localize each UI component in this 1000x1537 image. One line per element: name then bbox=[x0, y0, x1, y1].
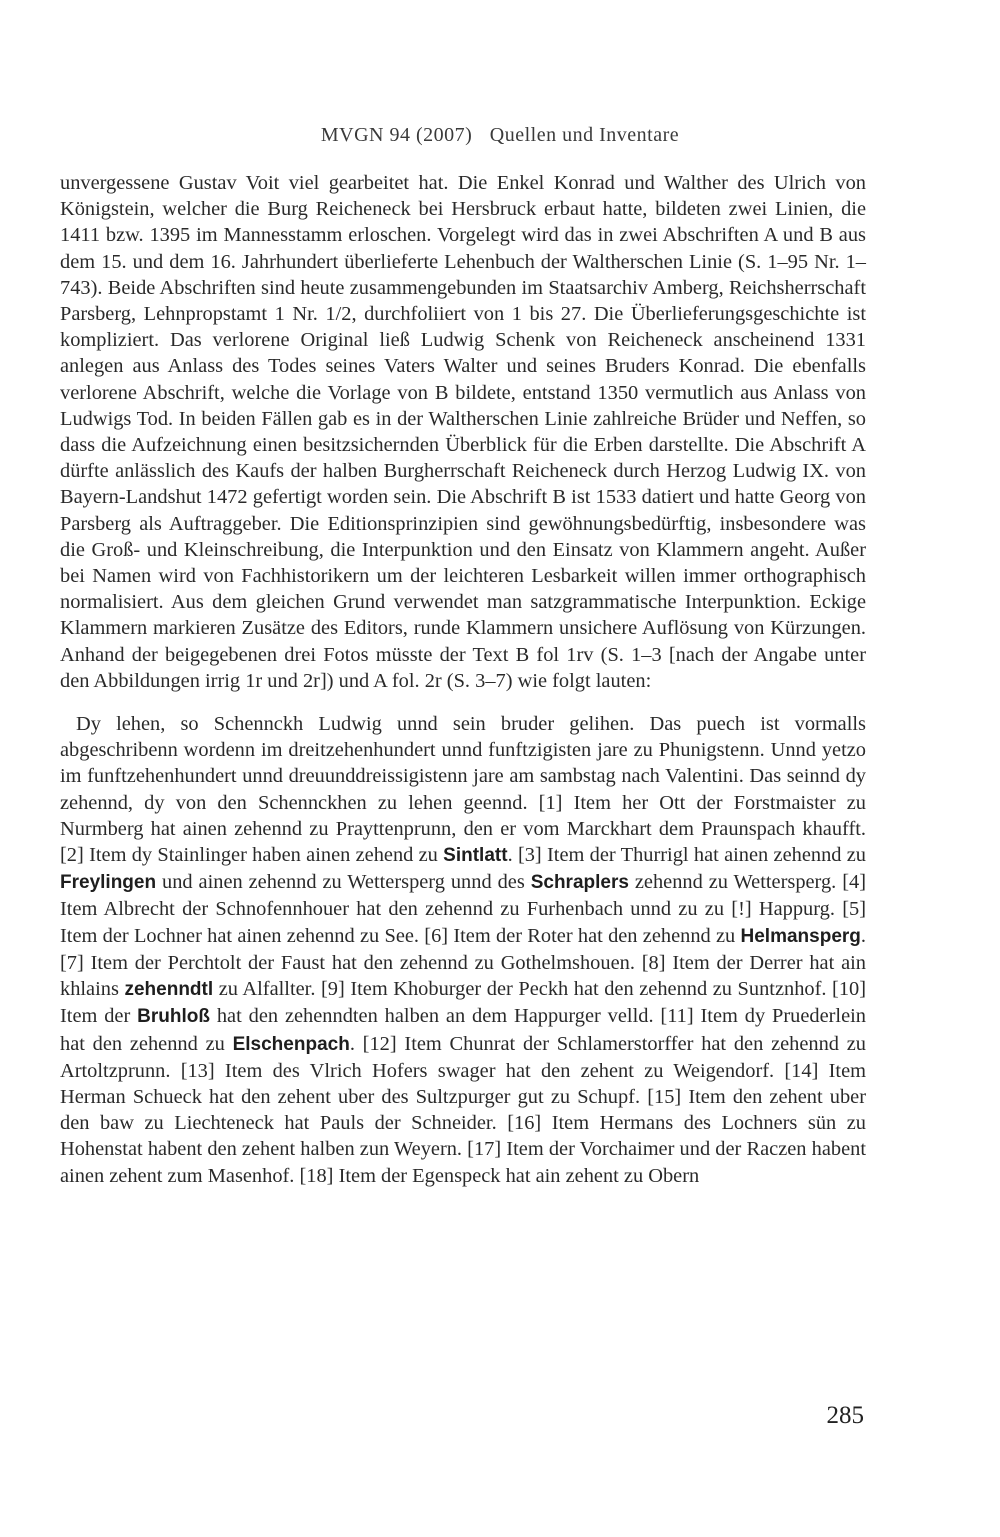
source-edition-paragraph bbox=[60, 711, 866, 1189]
section-title: Quellen und Inventare bbox=[489, 124, 680, 146]
body-text bbox=[60, 170, 866, 1189]
place-name-highlight: Elschenpach bbox=[232, 1033, 350, 1055]
text-run: zehennd zu Wettersperg. [4] Item Albrecht der Schnofennhouer hat den zehennd zu Furhenbach unnd zu zu [!] Happurg. [5] Item der Lochner hat ainen zehennd zu See. [6] Item der Roter hat den zehennd zu bbox=[60, 871, 866, 947]
text-run: zu Alfallter. [9] Item Khoburger der Peckh hat den zehennd zu Suntznhof. [10] Item der bbox=[60, 978, 867, 1028]
text-run: Dy lehen, so Schennckh Ludwig unnd sein bruder gelihen. Das puech ist vormalls abgeschribenn wordenn im dreitzehenhundert unnd funftzigisten jare zu Phunigstenn. Unnd yetzo im funftzehenhundert unnd dreuunddreissigistenn jare am sambstag nach Valentini. Das seinnd dy zehennd, dy von den Schennckhen zu lehen geennd. [1] Item her Ott der Forstmaister zu Nurmberg hat ainen zehennd zu Prayttenprunn, den er vom Marckhart dem Praunspach khaufft. [2] Item dy Stainlinger haben ainen zehend zu bbox=[60, 713, 866, 867]
text-run: hat den zehenndten halben an dem Happurger velld. [11] Item dy Pruederlein hat den zehennd zu bbox=[60, 1005, 866, 1055]
journal-reference: MVGN 94 (2007) bbox=[320, 124, 473, 146]
text-run: und ainen zehennd zu Wettersperg unnd des bbox=[156, 871, 531, 894]
place-name-highlight: zehenndtl bbox=[124, 979, 214, 1001]
place-name-highlight: Helmansperg bbox=[740, 925, 861, 947]
place-name-highlight: Sintlatt bbox=[443, 845, 508, 867]
intro-paragraph: unvergessene Gustav Voit viel gearbeitet hat. Die Enkel Konrad und Walther des Ulrich von Königstein, welcher die Burg Reicheneck bei Hersbruck erbaut hatte, bildeten zwei Linien, die 1411 bzw. 1395 im Mannesstamm erloschen. Vorgelegt wird das in zwei Abschriften A und B aus dem 15. und dem 16. Jahrhundert überlieferte Lehenbuch der Waltherschen Linie (S. 1–95 Nr. 1–743). Beide Abschriften sind heute zusammengebunden im Staatsarchiv Amberg, Reichsherrschaft Parsberg, Lehnpropstamt 1 Nr. 1/2, durchfoliiert von 1 bis 27. Die Überlieferungsgeschichte ist kompliziert. Das verlorene Original ließ Ludwig Schenk von Reicheneck anscheinend 1331 anlegen aus Anlass des Todes seines Vaters Walter und seines Bruders Konrad. Die ebenfalls verlorene Abschrift, welche die Vorlage von B bildete, entstand 1350 vermutlich aus Anlass von Ludwigs Tod. In beiden Fällen gab es in der Waltherschen Linie zahlreiche Brüder und Neffen, so dass die Aufzeichnung einen besitzsichernden Überblick für die Erben darstellte. Die Abschrift A dürfte anlässlich des Kaufs der halben Burgherrschaft Reicheneck durch Herzog Ludwig IX. von Bayern-Landshut 1472 gefertigt worden sein. Die Abschrift B ist 1533 datiert und hatte Georg von Parsberg als Auftraggeber. Die Editionsprinzipien sind gewöhnungsbedürftig, insbesondere was die Groß- und Kleinschreibung, die Interpunktion und den Einsatz von Klammern angeht. Außer bei Namen wird von Fachhistorikern um der leichteren Lesbarkeit willen immer orthographisch normalisiert. Aus dem gleichen Grund verwendet man satzgrammatische Interpunktion. Eckige Klammern markieren Zusätze des Editors, runde Klammern unsichere Auflösung von Kürzungen. Anhand der beigegebenen drei Fotos müsste der Text B fol 1rv (S. 1–3 [nach der Angabe unter den Abbildungen irrig 1r und 2r]) und A fol. 2r (S. 3–7) wie folgt lauten: bbox=[60, 172, 866, 692]
text-run: . [12] Item Chunrat der Schlamerstorffer hat den zehennd zu Artoltzprunn. [13] Item des Vlrich Hofers swager hat den zehent zu Weigendorf. [14] Item Herman Schueck hat den zehent uber des Sultzpurger gut zu Schupf. [15] Item den zehent uber den baw zu Liechteneck hat Pauls der Schneider. [16] Item Hermans des Lochners sün zu Hohenstat habent den zehent halben zun Weyern. [17] Item der Vorchaimer und der Raczen habent ainen zehent zum Masenhof. [18] Item der Egenspeck hat ain zehent zu Obern bbox=[60, 1032, 867, 1187]
place-name-highlight: Freylingen bbox=[60, 872, 157, 894]
place-name-highlight: Schraplers bbox=[530, 872, 629, 894]
page-number: 285 bbox=[826, 1402, 864, 1429]
running-head bbox=[0, 124, 1000, 147]
place-name-highlight: Bruhloß bbox=[137, 1006, 210, 1028]
text-run: . [3] Item der Thurrigl hat ainen zehennd zu bbox=[507, 844, 866, 867]
text-run: . [7] Item der Perchtolt der Faust hat den zehennd zu Gothelmshouen. [8] Item der Derrer hat ain khlains bbox=[60, 924, 866, 1001]
